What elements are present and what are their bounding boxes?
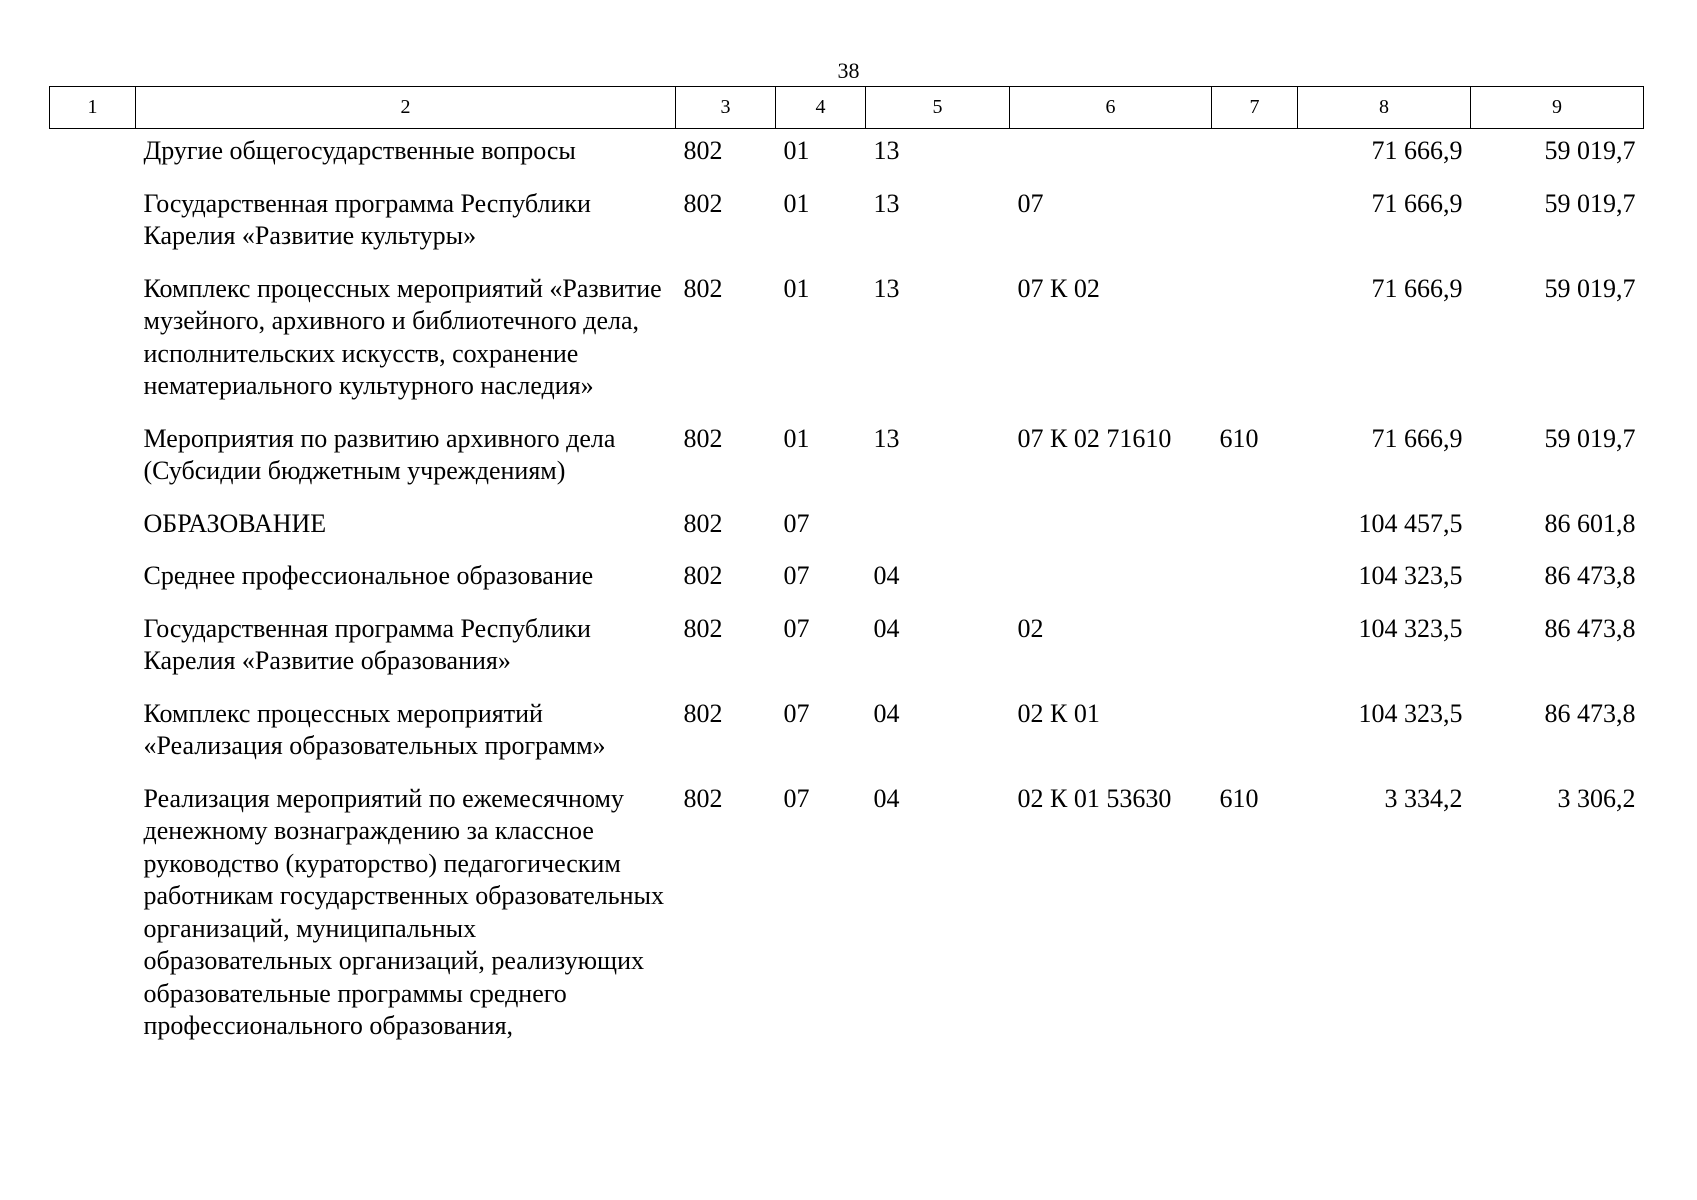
row-rz: 07 bbox=[783, 698, 810, 728]
row-sum-1: 71 666,9 bbox=[1371, 136, 1463, 165]
row-spacer-cell bbox=[50, 269, 136, 419]
row-sum-2: 59 019,7 bbox=[1544, 273, 1636, 303]
row-pr bbox=[866, 504, 1010, 557]
row-csr: 07 К 02 71610 bbox=[1017, 423, 1172, 453]
row-spacer-cell bbox=[50, 779, 136, 1059]
budget-table bbox=[49, 86, 1644, 1059]
row-csr: 07 bbox=[1017, 188, 1044, 218]
row-csr bbox=[1010, 129, 1212, 184]
row-pr: 13 bbox=[873, 188, 900, 218]
header-cell-6: 6 bbox=[1010, 87, 1212, 129]
row-spacer-cell bbox=[50, 419, 136, 504]
row-spacer-cell bbox=[50, 694, 136, 779]
row-rz: 07 bbox=[783, 783, 810, 813]
row-ved: 802 bbox=[683, 188, 723, 218]
header-cell-8: 8 bbox=[1298, 87, 1471, 129]
row-sum-2: 86 601,8 bbox=[1544, 508, 1636, 538]
row-ved: 802 bbox=[683, 613, 723, 643]
row-rz: 07 bbox=[783, 613, 810, 643]
row-name: Государственная программа Республики Карелия «Развитие образования» bbox=[143, 613, 591, 675]
table-row bbox=[50, 609, 1644, 694]
row-sum-1: 3 334,2 bbox=[1384, 783, 1463, 813]
row-name: Государственная программа Республики Карелия «Развитие культуры» bbox=[143, 188, 591, 250]
row-sum-1: 104 323,5 bbox=[1358, 561, 1463, 590]
row-name: ОБРАЗОВАНИЕ bbox=[143, 508, 327, 538]
row-csr bbox=[1010, 504, 1212, 557]
row-spacer-cell bbox=[50, 504, 136, 557]
row-ved: 802 bbox=[683, 508, 723, 538]
header-cell-5: 5 bbox=[866, 87, 1010, 129]
row-ved: 802 bbox=[683, 698, 723, 728]
row-ved: 802 bbox=[683, 136, 723, 165]
row-vr bbox=[1212, 694, 1298, 779]
row-pr: 04 bbox=[873, 698, 900, 728]
row-vr bbox=[1212, 269, 1298, 419]
row-sum-1: 71 666,9 bbox=[1371, 423, 1463, 453]
row-csr: 02 К 01 bbox=[1017, 698, 1100, 728]
row-sum-2: 59 019,7 bbox=[1544, 188, 1636, 218]
row-sum-2: 86 473,8 bbox=[1544, 561, 1636, 590]
row-pr: 13 bbox=[873, 136, 900, 165]
row-pr: 04 bbox=[873, 783, 900, 813]
row-spacer-cell bbox=[50, 129, 136, 184]
row-ved: 802 bbox=[683, 783, 723, 813]
row-spacer-cell bbox=[50, 556, 136, 609]
row-sum-1: 104 457,5 bbox=[1358, 508, 1463, 538]
table-row bbox=[50, 779, 1644, 1059]
table-body bbox=[50, 129, 1644, 1059]
row-name: Мероприятия по развитию архивного дела (Субсидии бюджетным учреждениям) bbox=[143, 423, 616, 485]
row-sum-2: 3 306,2 bbox=[1557, 783, 1636, 813]
table-row bbox=[50, 184, 1644, 269]
row-name: Комплекс процессных мероприятий «Реализация образовательных программ» bbox=[143, 698, 606, 760]
row-rz: 01 bbox=[783, 136, 810, 165]
table-row bbox=[50, 419, 1644, 504]
row-pr: 04 bbox=[873, 561, 900, 590]
row-rz: 01 bbox=[783, 273, 810, 303]
row-ved: 802 bbox=[683, 561, 723, 590]
table-header bbox=[50, 87, 1644, 129]
page-number: 38 bbox=[837, 58, 860, 83]
row-vr: 610 bbox=[1219, 783, 1259, 813]
header-cell-7: 7 bbox=[1212, 87, 1298, 129]
row-vr bbox=[1212, 504, 1298, 557]
row-pr: 13 bbox=[873, 273, 900, 303]
row-vr bbox=[1212, 184, 1298, 269]
row-rz: 07 bbox=[783, 508, 810, 538]
row-sum-2: 86 473,8 bbox=[1544, 613, 1636, 643]
row-sum-1: 104 323,5 bbox=[1358, 698, 1463, 728]
row-sum-2: 86 473,8 bbox=[1544, 698, 1636, 728]
header-cell-1: 1 bbox=[50, 87, 136, 129]
row-sum-2: 59 019,7 bbox=[1544, 423, 1636, 453]
table-row bbox=[50, 556, 1644, 609]
table-row bbox=[50, 694, 1644, 779]
row-vr: 610 bbox=[1219, 423, 1259, 453]
row-csr: 02 К 01 53630 bbox=[1017, 783, 1172, 813]
header-cell-3: 3 bbox=[676, 87, 776, 129]
table-row bbox=[50, 129, 1644, 184]
table-row bbox=[50, 504, 1644, 557]
row-vr bbox=[1212, 129, 1298, 184]
row-name: Комплекс процессных мероприятий «Развитие музейного, архивного и библиотечного дела, исполнительских искусств, сохранение нематериального культурного наследия» bbox=[143, 273, 662, 400]
row-pr: 04 bbox=[873, 613, 900, 643]
row-name: Среднее профессиональное образование bbox=[143, 561, 594, 590]
row-sum-1: 71 666,9 bbox=[1371, 273, 1463, 303]
header-row bbox=[50, 87, 1644, 129]
row-ved: 802 bbox=[683, 423, 723, 453]
row-pr: 13 bbox=[873, 423, 900, 453]
row-name: Реализация мероприятий по ежемесячному денежному вознаграждению за классное руководство (кураторство) педагогическим работникам государственных образовательных организаций, муниципальных образовательных организаций, реализующих образовательные программы среднего профессионального образования, bbox=[143, 783, 665, 1040]
row-spacer-cell bbox=[50, 184, 136, 269]
row-spacer-cell bbox=[50, 609, 136, 694]
header-cell-2: 2 bbox=[136, 87, 676, 129]
row-name: Другие общегосударственные вопросы bbox=[143, 136, 576, 165]
row-rz: 01 bbox=[783, 423, 810, 453]
row-vr bbox=[1212, 556, 1298, 609]
row-csr bbox=[1010, 556, 1212, 609]
header-cell-4: 4 bbox=[776, 87, 866, 129]
row-csr: 02 bbox=[1017, 613, 1044, 643]
row-rz: 07 bbox=[783, 561, 810, 590]
row-csr: 07 К 02 bbox=[1017, 273, 1100, 303]
row-sum-1: 71 666,9 bbox=[1371, 188, 1463, 218]
row-sum-1: 104 323,5 bbox=[1358, 613, 1463, 643]
row-rz: 01 bbox=[783, 188, 810, 218]
table-row bbox=[50, 269, 1644, 419]
row-vr bbox=[1212, 609, 1298, 694]
row-ved: 802 bbox=[683, 273, 723, 303]
header-cell-9: 9 bbox=[1471, 87, 1644, 129]
row-sum-2: 59 019,7 bbox=[1544, 136, 1636, 165]
